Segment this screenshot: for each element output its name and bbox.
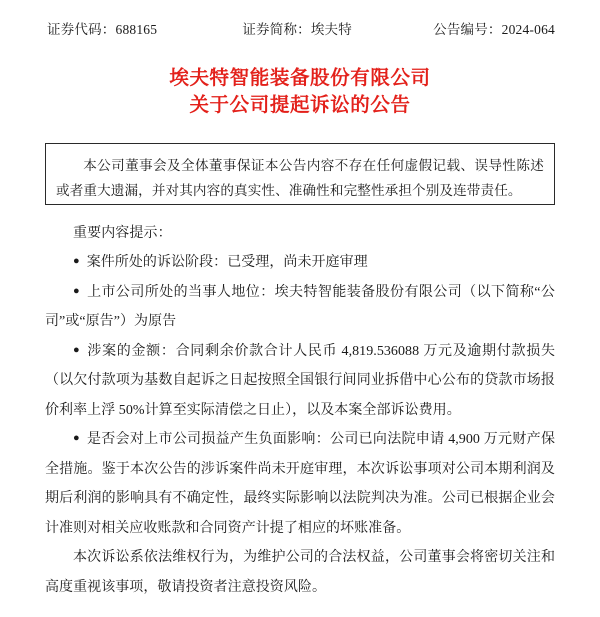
bullet-dot-icon: ● (73, 255, 80, 267)
disclaimer-box (45, 143, 555, 205)
disclaimer-text: 本公司董事会及全体董事保证本公告内容不存在任何虚假记载、误导性陈述或者重大遗漏，并对其内容的真实性、准确性和完整性承担个别及连带责任。 (56, 158, 544, 198)
list-item-text: 是否会对上市公司损益产生负面影响：公司已向法院申请 4,900 万元财产保全措施。鉴于本次公告的涉诉案件尚未开庭审理，本次诉讼事项对公司本期利润及期后利润的影响具有不确定性，最终实际影响以法院判决为准。公司已根据企业会计准则对相关应收账款和合同资产计提了相应的坏账准备。 (45, 432, 555, 536)
bullet-dot-icon: ● (73, 284, 81, 297)
list-item-text: 上市公司所处的当事人地位：埃夫特智能装备股份有限公司（以下简称“公司”或“原告”）为原告 (45, 284, 555, 329)
title-line-company: 埃夫特智能装备股份有限公司 (169, 67, 431, 89)
announcement-body (45, 219, 555, 602)
key-points-list (45, 248, 555, 543)
security-abbreviation: 证券简称：埃夫特 (242, 22, 352, 37)
security-code: 证券代码：688165 (47, 22, 158, 37)
list-item (45, 425, 555, 543)
list-item (45, 278, 555, 337)
list-item (45, 248, 555, 278)
announcement-number: 公告编号：2024-064 (433, 22, 555, 37)
list-item-text: 案件所处的诉讼阶段：已受理，尚未开庭审理 (86, 255, 368, 270)
list-item-text: 涉案的金额：合同剩余价款合计人民币 4,819.536088 万元及逾期付款损失（以欠付款项为基数自起诉之日起按照全国银行间同业拆借中心公布的贷款市场报价利率上浮 50%计算至实际清偿之日止），以及本案全部诉讼费用。 (45, 343, 556, 418)
list-item (45, 337, 555, 426)
document-header (45, 0, 555, 38)
page-title (45, 65, 555, 119)
bullet-dot-icon: ● (73, 432, 80, 444)
important-notice-heading: 重要内容提示： (73, 226, 172, 241)
title-line-subject: 关于公司提起诉讼的公告 (189, 94, 411, 116)
bullet-dot-icon: ● (73, 343, 81, 356)
closing-paragraph: 本次诉讼系依法维权行为，为维护公司的合法权益，公司董事会将密切关注和高度重视该事项，敬请投资者注意投资风险。 (45, 550, 555, 595)
